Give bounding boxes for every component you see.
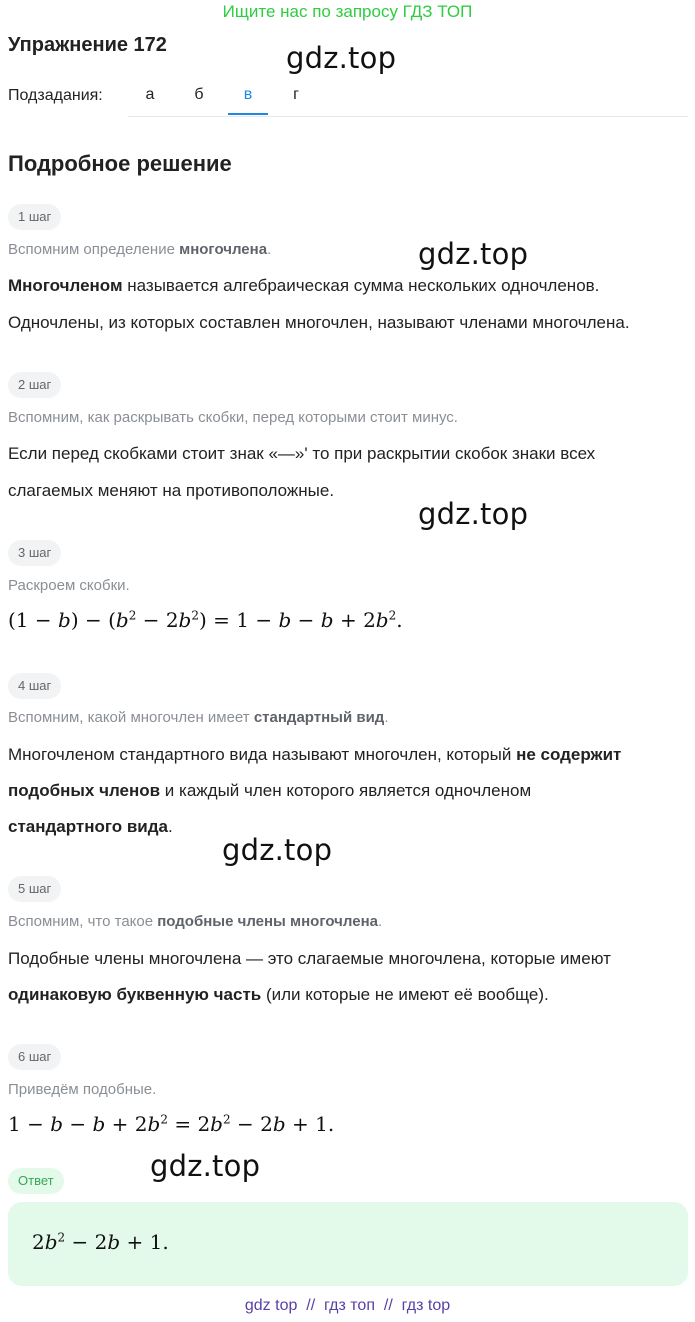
- search-banner: Ищите нас по запросу ГДЗ ТОП: [222, 2, 473, 21]
- math-expression: $1 - b - b + 2b^2 = 2b^2 - 2b + 1$.: [8, 1112, 335, 1136]
- math-expression: $(1 - b) - (b^2 - 2b^2) = 1 - b - b + 2b^2$.: [8, 608, 403, 632]
- step-text: Если перед скобками стоит знак «—»' то при раскрытии скобок знаки всех: [8, 444, 596, 463]
- tab-b[interactable]: б: [194, 86, 204, 103]
- step-text: стандартного вида.: [8, 817, 173, 836]
- answer-expression: $2b^2 - 2b + 1$.: [32, 1230, 169, 1254]
- tab-v[interactable]: в: [243, 86, 253, 103]
- page-title: Упражнение 172: [8, 34, 167, 56]
- step-text: одинаковую буквенную часть (или которые не имеют её вообще).: [8, 985, 549, 1004]
- watermark: gdz.top: [418, 497, 529, 531]
- step-hint: Вспомним, что такое подобные члены многочлена.: [8, 913, 383, 930]
- step-hint: Раскроем скобки.: [8, 577, 130, 594]
- step-hint: Вспомним, как раскрывать скобки, перед которыми стоит минус.: [8, 409, 458, 426]
- step-hint: Вспомним определение многочлена.: [8, 241, 272, 258]
- step-text: слагаемых меняют на противоположные.: [8, 481, 335, 500]
- tab-g[interactable]: г: [293, 86, 299, 103]
- answer-badge: Ответ: [8, 1168, 64, 1194]
- step-text: Многочленом называется алгебраическая сумма нескольких одночленов.: [8, 276, 600, 295]
- step-badge: 2 шаг: [8, 372, 61, 398]
- watermark: gdz.top: [418, 237, 529, 271]
- step-badge: 4 шаг: [8, 673, 61, 699]
- step-text: подобных членов и каждый член которого является одночленом: [8, 781, 532, 800]
- step-badge: 6 шаг: [8, 1044, 61, 1070]
- footer-links[interactable]: gdz top // гдз топ // гдз top: [244, 1297, 451, 1314]
- step-badge: 1 шаг: [8, 204, 61, 230]
- step-hint: Приведём подобные.: [8, 1081, 157, 1098]
- step-badge: 5 шаг: [8, 876, 61, 902]
- step-hint: Вспомним, какой многочлен имеет стандартный вид.: [8, 709, 389, 726]
- step-text: Одночлены, из которых составлен многочлен, называют членами многочлена.: [8, 313, 630, 332]
- solution-heading: Подробное решение: [8, 151, 232, 176]
- watermark: gdz.top: [286, 41, 397, 75]
- watermark: gdz.top: [222, 833, 333, 867]
- tab-a[interactable]: а: [145, 86, 155, 103]
- step-text: Многочленом стандартного вида называют многочлен, который не содержит: [8, 745, 622, 764]
- watermark: gdz.top: [150, 1149, 261, 1183]
- subtask-tabs: [128, 78, 688, 117]
- subtasks-label: Подзадания:: [8, 87, 103, 104]
- step-badge: 3 шаг: [8, 540, 61, 566]
- active-tab-indicator: [228, 113, 268, 115]
- step-text: Подобные члены многочлена — это слагаемые многочлена, которые имеют: [8, 949, 611, 968]
